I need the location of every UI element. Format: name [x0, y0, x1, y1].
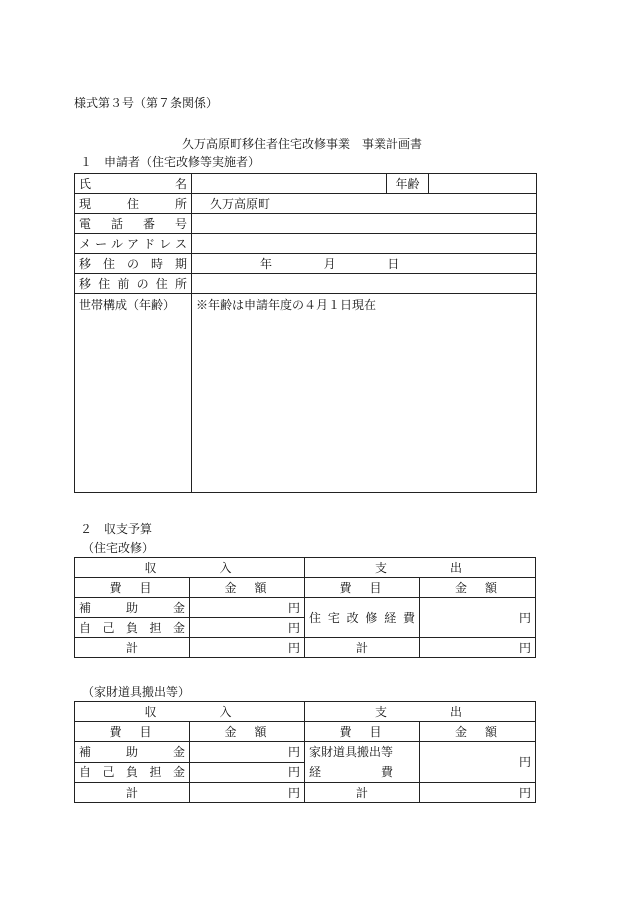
income-total-amount[interactable]: 円 — [190, 783, 305, 803]
name-field[interactable] — [192, 174, 387, 194]
expense-header: 支 出 — [305, 558, 536, 578]
expense-amount[interactable]: 円 — [420, 742, 536, 783]
subsidy-label: 補 助 金 — [75, 742, 190, 763]
income-item-header: 費 目 — [75, 578, 190, 598]
self-pay-amount[interactable]: 円 — [190, 618, 305, 638]
self-pay-label: 自己負担金 — [75, 618, 190, 638]
expense-amount-header: 金 額 — [420, 578, 536, 598]
expense-header: 支 出 — [305, 702, 536, 722]
household-label: 世帯構成（年齢） — [75, 294, 192, 493]
address-label: 現 住 所 — [75, 194, 192, 214]
expense-amount-header: 金 額 — [420, 722, 536, 742]
subsidy-amount[interactable]: 円 — [190, 598, 305, 618]
section1-heading: １ 申請者（住宅改修等実施者） — [80, 155, 261, 169]
income-total-label: 計 — [75, 783, 190, 803]
income-amount-header: 金 額 — [190, 722, 305, 742]
income-item-header: 費 目 — [75, 722, 190, 742]
form-number: 様式第３号（第７条関係） — [74, 96, 219, 110]
subsidy-amount[interactable]: 円 — [190, 742, 305, 763]
expense-amount[interactable]: 円 — [420, 598, 536, 638]
self-pay-label: 自己負担金 — [75, 762, 190, 783]
expense-item-header: 費 目 — [305, 722, 420, 742]
age-field[interactable] — [429, 174, 537, 194]
budget-table-furniture — [74, 701, 536, 803]
email-field[interactable] — [192, 234, 537, 254]
move-date-label: 移 住 の 時 期 — [75, 254, 192, 274]
expense-total-amount[interactable]: 円 — [420, 783, 536, 803]
move-date-year: 年 — [260, 256, 273, 271]
section2-heading: ２ 収支予算 — [80, 522, 153, 536]
budget-table-renovation — [74, 557, 536, 658]
income-header: 収 入 — [75, 558, 305, 578]
document-title: 久万高原町移住者住宅改修事業 事業計画書 — [182, 137, 423, 151]
name-label: 氏 名 — [75, 174, 192, 194]
expense-total-amount[interactable]: 円 — [420, 638, 536, 658]
table2-caption: （家財道具搬出等） — [82, 685, 191, 699]
move-date-field[interactable] — [192, 254, 537, 274]
income-total-label: 計 — [75, 638, 190, 658]
address-field[interactable]: 久万高原町 — [192, 194, 537, 214]
household-field[interactable]: ※年齢は申請年度の４月１日現在 — [192, 294, 537, 493]
expense-item-header: 費 目 — [305, 578, 420, 598]
expense-item-furniture — [305, 742, 420, 783]
expense-item-line1: 家財道具搬出等 — [309, 745, 394, 759]
expense-item-renovation: 住宅改修経費 — [305, 598, 420, 638]
phone-label: 電 話 番 号 — [75, 214, 192, 234]
income-header: 収 入 — [75, 702, 305, 722]
subsidy-label: 補 助 金 — [75, 598, 190, 618]
move-date-month: 月 — [323, 256, 336, 271]
expense-total-label: 計 — [305, 638, 420, 658]
income-total-amount[interactable]: 円 — [190, 638, 305, 658]
expense-total-label: 計 — [305, 783, 420, 803]
applicant-table — [74, 173, 537, 493]
prev-address-field[interactable] — [192, 274, 537, 294]
email-label: メールアドレス — [75, 234, 192, 254]
self-pay-amount[interactable]: 円 — [190, 762, 305, 783]
expense-item-line2: 経 費 — [309, 765, 394, 779]
age-label: 年齢 — [387, 174, 429, 194]
prev-address-label: 移住前の住所 — [75, 274, 192, 294]
income-amount-header: 金 額 — [190, 578, 305, 598]
table1-caption: （住宅改修） — [82, 541, 155, 555]
move-date-day: 日 — [387, 256, 400, 271]
phone-field[interactable] — [192, 214, 537, 234]
